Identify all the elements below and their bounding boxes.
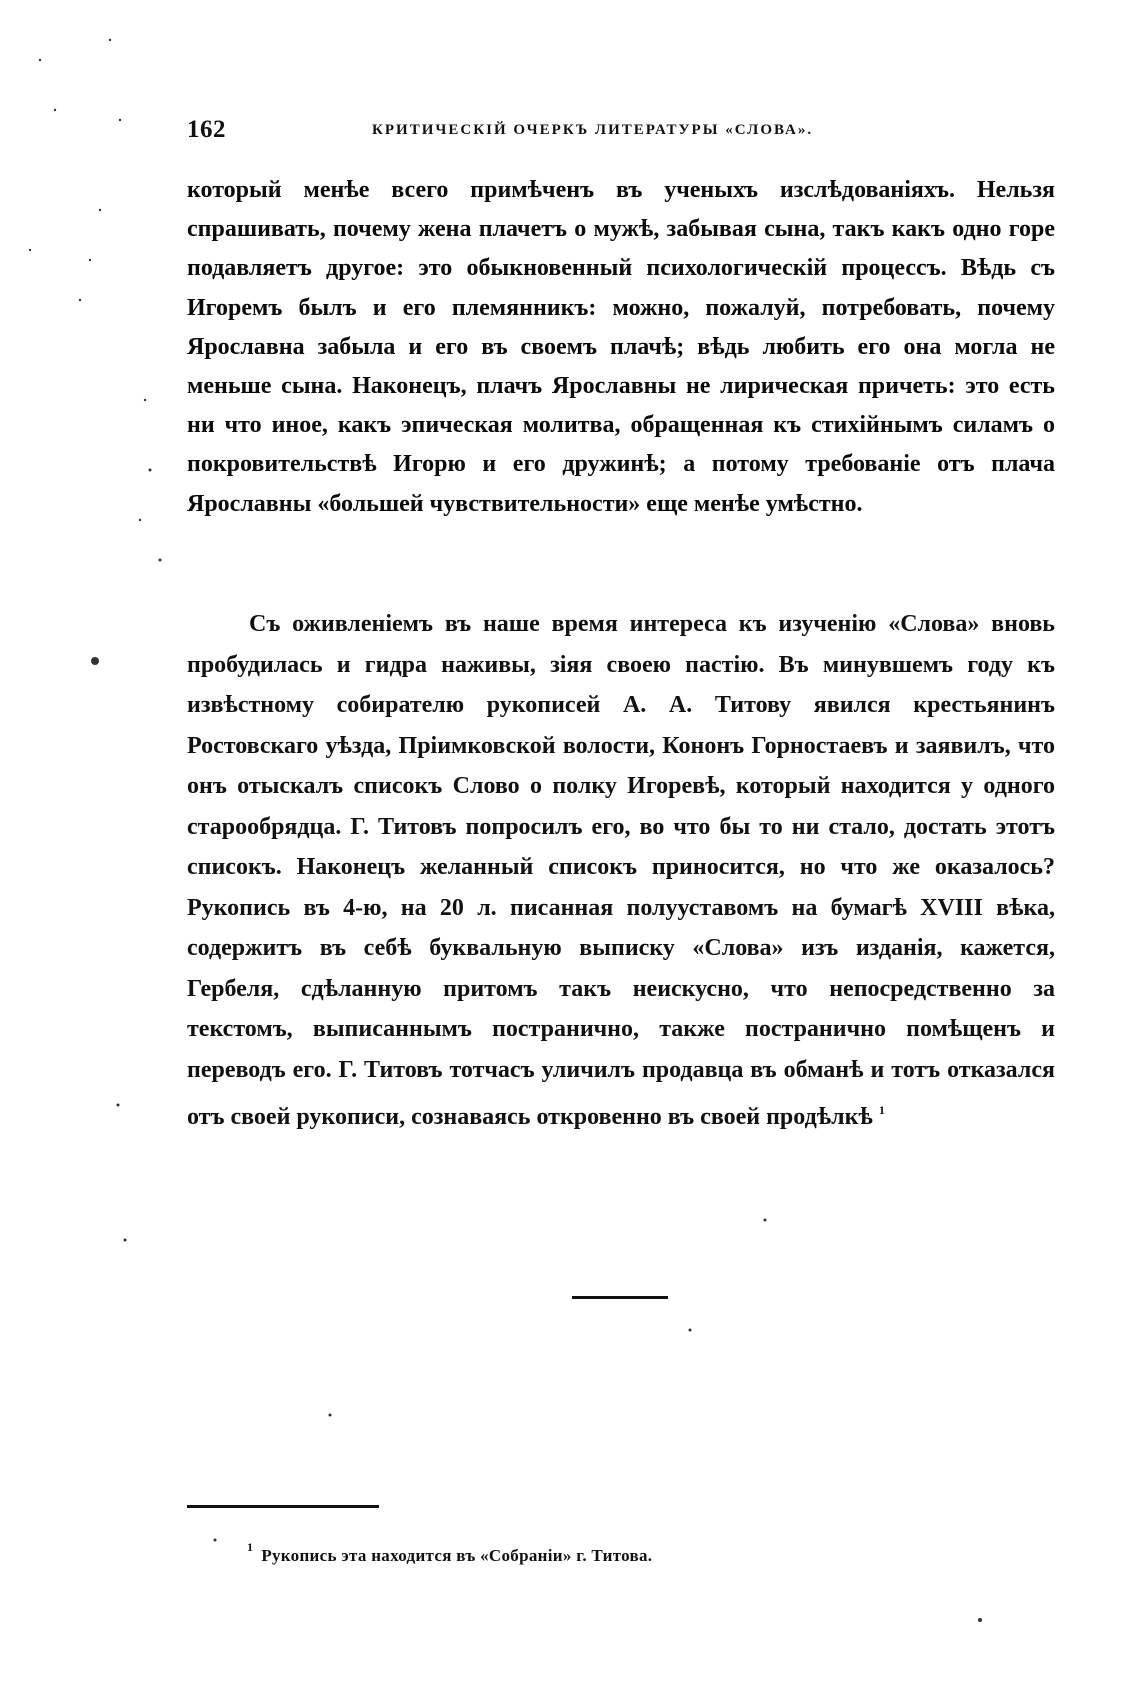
page-number: 162 (187, 116, 226, 143)
footnote (247, 1540, 652, 1566)
paragraph-continued: который менѣе всего примѣченъ въ ученыхъ изслѣдованіяхъ. Нельзя спрашивать, почему жена плачетъ о мужѣ, забывая сына, такъ какъ одно горе подавляетъ другое: это обыкновенный психологическій процессъ. Вѣдь съ Игоремъ былъ и его племянникъ: можно, пожалуй, потребовать, почему Ярославна забыла и его въ своемъ плачѣ; вѣдь любить его она могла не меньше сына. Наконецъ, плачъ Ярославны не лирическая причеть: это есть ни что иное, какъ эпическая молитва, обращенная къ стихійнымъ силамъ о покровительствѣ Игорю и его дружинѣ; а потому требованіе отъ плача Ярославны «большей чувствительности» еще менѣе умѣстно. (187, 177, 1055, 517)
paragraph-main (187, 604, 1055, 1138)
footnote-separator-rule (187, 1505, 379, 1508)
footnote-reference: 1 (878, 1103, 885, 1117)
running-head (187, 116, 1057, 156)
footnote-text: Рукопись эта находится въ «Собраніи» г. Титова. (261, 1546, 653, 1565)
footnote-marker: 1 (247, 1540, 254, 1554)
running-title: КРИТИЧЕСКІЙ ОЧЕРКЪ ЛИТЕРАТУРЫ «СЛОВА». (372, 122, 814, 138)
section-end-rule (572, 1296, 668, 1299)
paragraph-main-text: Съ оживленіемъ въ наше время интереса къ изученію «Слова» вновь пробудилась и гидра наживы, зіяя своею пастію. Въ минувшемъ году къ извѣстному собирателю рукописей А. А. Титову явился крестьянинъ Ростовскаго уѣзда, Пріимковской волости, Кононъ Горностаевъ и заявилъ, что онъ отыскалъ списокъ Слово о полку Игоревѣ, который находится у одного старообрядца. Г. Титовъ попросилъ его, во что бы то ни стало, достать этотъ списокъ. Наконецъ желанный списокъ приносится, но что же оказалось? Рукопись въ 4-ю, на 20 л. писанная полууставомъ на бумагѣ XVIII вѣка, содержитъ въ себѣ буквальную выписку «Слова» изъ изданія, кажется, Гербеля, сдѣланную притомъ такъ неискусно, что непосредственно за текстомъ, выписаннымъ постранично, также постранично помѣщенъ и переводъ его. Г. Титовъ тотчасъ уличилъ продавца въ обманѣ и тотъ отказался отъ своей рукописи, сознаваясь откровенно въ своей продѣлкѣ (187, 611, 1055, 1130)
